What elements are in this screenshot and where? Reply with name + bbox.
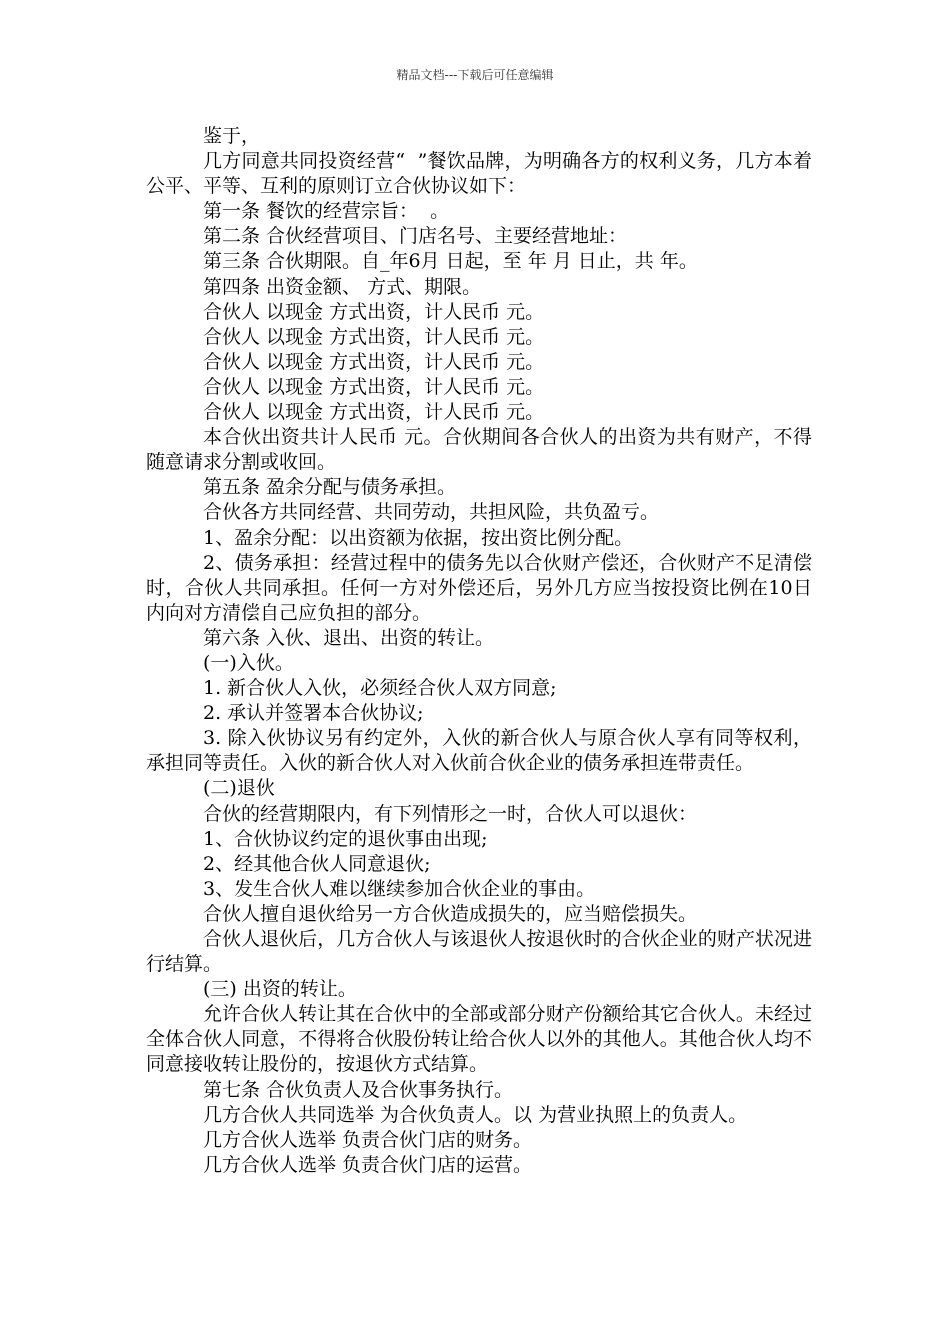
paragraph: 几方合伙人选举 负责合伙门店的运营。 — [203, 1153, 533, 1176]
paragraph: 2、经其他合伙人同意退伙; — [203, 852, 431, 875]
paragraph: 1. 新合伙人入伙，必须经合伙人双方同意; — [203, 677, 557, 700]
paragraph: 合伙的经营期限内，有下列情形之一时，合伙人可以退伙： — [203, 802, 698, 825]
paragraph: 第一条 餐饮的经营宗旨： 。 — [203, 200, 450, 223]
paragraph: 几方同意共同投资经营“ ”餐饮品牌，为明确各方的权利义务，几方本着公平、平等、互利的原则订立合伙协议如下： — [146, 150, 812, 198]
paragraph: 1、盈余分配：以出资额为依据，按出资比例分配。 — [203, 526, 634, 549]
paragraph: 3、发生合伙人难以继续参加合伙企业的事由。 — [203, 877, 596, 900]
paragraph: 几方合伙人选举 负责合伙门店的财务。 — [203, 1128, 533, 1151]
document-body — [146, 124, 812, 1178]
page-header: 精品文档---下载后可任意编辑 — [396, 68, 554, 82]
paragraph: 第四条 出资金额、 方式、期限。 — [203, 275, 482, 298]
paragraph: 3. 除入伙协议另有约定外，入伙的新合伙人与原合伙人享有同等权利，承担同等责任。入伙的新合伙人对入伙前合伙企业的债务承担连带责任。 — [146, 727, 812, 775]
paragraph: 第七条 合伙负责人及合伙事务执行。 — [203, 1078, 514, 1101]
paragraph: 本合伙出资共计人民币 元。合伙期间各合伙人的出资为共有财产，不得随意请求分割或收回。 — [146, 426, 812, 474]
paragraph: 鉴于， — [203, 125, 261, 147]
paragraph: 合伙人 以现金 方式出资，计人民币 元。 — [203, 375, 545, 398]
paragraph: (二)退伙 — [203, 777, 275, 800]
paragraph: 合伙人擅自退伙给另一方合伙造成损失的，应当赔偿损失。 — [203, 902, 698, 925]
paragraph: (三) 出资的转让。 — [203, 978, 357, 1001]
paragraph: 合伙各方共同经营、共同劳动，共担风险，共负盈亏。 — [203, 501, 660, 524]
paragraph: 2、债务承担：经营过程中的债务先以合伙财产偿还，合伙财产不足清偿时，合伙人共同承担。任何一方对外偿还后，另外几方应当按投资比例在10日内向对方清偿自己应负担的部分。 — [146, 551, 812, 624]
paragraph: 2. 承认并签署本合伙协议; — [203, 702, 424, 725]
paragraph: 合伙人 以现金 方式出资，计人民币 元。 — [203, 350, 545, 373]
paragraph: 合伙人 以现金 方式出资，计人民币 元。 — [203, 325, 545, 348]
paragraph: 第六条 入伙、退出、出资的转让。 — [203, 626, 495, 649]
paragraph: 第三条 合伙期限。自_年6月 日起，至 年 月 日止，共 年。 — [203, 250, 698, 273]
paragraph: 几方合伙人共同选举 为合伙负责人。以 为营业执照上的负责人。 — [203, 1103, 748, 1126]
paragraph: 第五条 盈余分配与债务承担。 — [203, 476, 457, 499]
paragraph: 第二条 合伙经营项目、门店名号、主要经营地址： — [203, 225, 628, 248]
paragraph: 允许合伙人转让其在合伙中的全部或部分财产份额给其它合伙人。未经过全体合伙人同意，不得将合伙股份转让给合伙人以外的其他人。其他合伙人均不同意接收转让股份的，按退伙方式结算。 — [146, 1003, 812, 1076]
paragraph: 合伙人退伙后，几方合伙人与该退伙人按退伙时的合伙企业的财产状况进行结算。 — [146, 928, 812, 976]
paragraph: 1、合伙协议约定的退伙事由出现; — [203, 827, 488, 850]
paragraph: 合伙人 以现金 方式出资，计人民币 元。 — [203, 401, 545, 424]
paragraph: (一)入伙。 — [203, 651, 294, 674]
paragraph: 合伙人 以现金 方式出资，计人民币 元。 — [203, 300, 545, 323]
